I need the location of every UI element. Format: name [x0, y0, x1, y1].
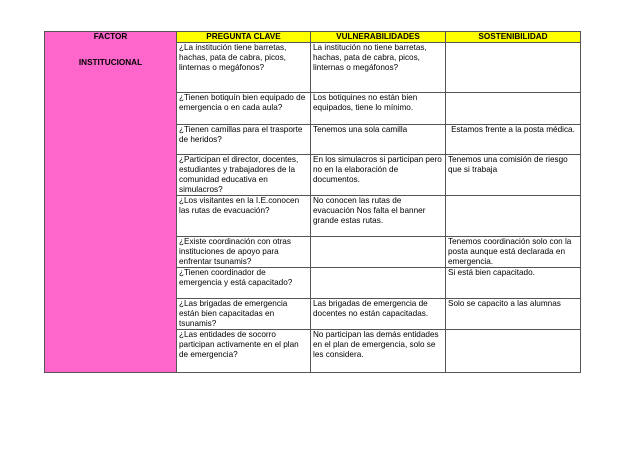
cell-sostenibilidad [446, 196, 581, 237]
cell-sostenibilidad: Solo se capacito a las alumnas [446, 299, 581, 330]
cell-pregunta: ¿Los visitantes en la I.E.conocen las rutas de evacuación? [177, 196, 311, 237]
factor-label-line2: INSTITUCIONAL [78, 58, 143, 67]
risk-analysis-table [44, 31, 581, 373]
header-sostenibilidad: SOSTENIBILIDAD [446, 32, 581, 43]
cell-pregunta: ¿Tienen coordinador de emergencia y está capacitado? [177, 268, 311, 299]
cell-pregunta: ¿Tienen camillas para el trasporte de heridos? [177, 125, 311, 155]
cell-vulnerabilidades: Tenemos una sola camilla [311, 125, 446, 155]
cell-sostenibilidad [446, 330, 581, 373]
cell-sostenibilidad: Estamos frente a la posta médica. [446, 125, 581, 155]
cell-sostenibilidad: Tenemos coordinación solo con la posta aunque está declarada en emergencia. [446, 237, 581, 268]
cell-vulnerabilidades: No participan las demás entidades en el plan de emergencia, solo se les considera. [311, 330, 446, 373]
cell-vulnerabilidades: Las brigadas de emergencia de docentes no están capacitadas. [311, 299, 446, 330]
cell-pregunta: ¿Las entidades de socorro participan activamente en el plan de emergencia? [177, 330, 311, 373]
factor-label-line1: FACTOR [93, 32, 128, 41]
cell-vulnerabilidades: Los botiquines no están bien equipados, tiene lo mínimo. [311, 93, 446, 125]
cell-sostenibilidad [446, 43, 581, 93]
cell-vulnerabilidades: En los simulacros si participan pero no en la elaboración de documentos. [311, 155, 446, 196]
factor-cell [45, 32, 177, 373]
cell-pregunta: ¿Participan el director, docentes, estudiantes y trabajadores de la comunidad educativa en simulacros? [177, 155, 311, 196]
cell-sostenibilidad: Tenemos una comisión de riesgo que si trabaja [446, 155, 581, 196]
cell-sostenibilidad [446, 93, 581, 125]
cell-vulnerabilidades [311, 268, 446, 299]
header-pregunta-clave: PREGUNTA CLAVE [177, 32, 311, 43]
table-header-row [45, 32, 581, 43]
cell-vulnerabilidades: No conocen las rutas de evacuación Nos falta el banner grande estas rutas. [311, 196, 446, 237]
cell-pregunta: ¿Tienen botiquín bien equipado de emergencia o en cada aula? [177, 93, 311, 125]
cell-pregunta: ¿Existe coordinación con otras instituciones de apoyo para enfrentar tsunamis? [177, 237, 311, 268]
cell-sostenibilidad: Si está bien capacitado. [446, 268, 581, 299]
cell-vulnerabilidades [311, 237, 446, 268]
cell-vulnerabilidades: La institución no tiene barretas, hachas, pata de cabra, picos, linternas o megáfonos? [311, 43, 446, 93]
header-vulnerabilidades: VULNERABILIDADES [311, 32, 446, 43]
cell-pregunta: ¿Las brigadas de emergencia están bien capacitadas en tsunamis? [177, 299, 311, 330]
cell-pregunta: ¿La institución tiene barretas, hachas, pata de cabra, picos, linternas o megáfonos? [177, 43, 311, 93]
